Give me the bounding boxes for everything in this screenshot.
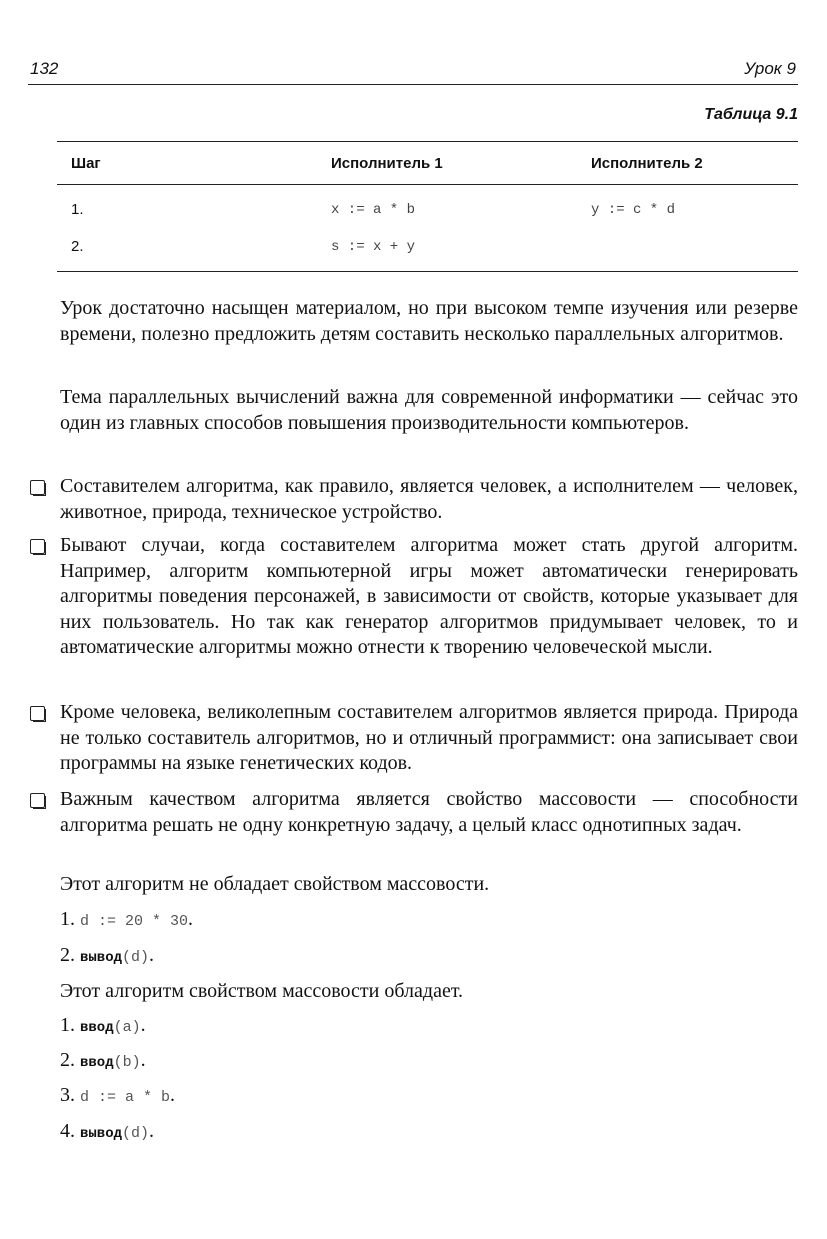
bullet-paragraph: Бывают случаи, когда составителем алгоритма может стать другой алгоритм. Например, алгоритм компьютерной игры может автоматически генерировать алгоритмы поведения персонажей, в зависимости от свойств, которые указывает для них пользователь. Но так как генератор алгоритмов придумывает человек, то и автоматические алгоритмы можно отнести к творению человеческой мысли. bbox=[60, 534, 798, 658]
list-item bbox=[60, 1083, 175, 1111]
list-item bbox=[60, 1048, 146, 1076]
checkbox-bullet-icon bbox=[30, 793, 45, 808]
table-row bbox=[57, 185, 798, 229]
paragraph: Тема параллельных вычислений важна для современной информатики — сейчас это один из главных способов повышения производительности компьютеров. bbox=[60, 386, 798, 434]
table-cell bbox=[577, 228, 798, 272]
lesson-title: Урок 9 bbox=[744, 59, 796, 78]
column-header-executor-2: Исполнитель 2 bbox=[577, 142, 798, 185]
paragraph: Урок достаточно насыщен материалом, но при высоком темпе изучения или резерве времени, полезно предложить детям составить несколько параллельных алгоритмов. bbox=[60, 297, 798, 345]
step-end: . bbox=[149, 1120, 155, 1142]
code: (a) bbox=[113, 1019, 141, 1036]
list-item bbox=[60, 907, 193, 935]
step-number: 2. bbox=[60, 1049, 75, 1071]
step-end: . bbox=[149, 944, 155, 966]
checkbox-bullet-icon bbox=[30, 539, 45, 554]
table-cell: 1. bbox=[71, 201, 84, 218]
step-number: 3. bbox=[60, 1084, 75, 1106]
running-header bbox=[28, 56, 798, 85]
keyword: ввод bbox=[80, 1055, 114, 1071]
example-intro: Этот алгоритм не обладает свойством массовости. bbox=[60, 873, 490, 895]
table-cell: 2. bbox=[57, 228, 317, 272]
keyword: вывод bbox=[80, 1126, 123, 1142]
bullet-paragraph: Составителем алгоритма, как правило, является человек, а исполнителем — человек, животное, природа, техническое устройство. bbox=[60, 475, 798, 523]
table-cell: x := a * b bbox=[331, 201, 416, 218]
checkbox-bullet-icon bbox=[30, 480, 45, 495]
bullet-paragraph: Важным качеством алгоритма является свойство массовости — способности алгоритма решать не одну конкретную задачу, а целый класс однотипных задач. bbox=[60, 788, 798, 836]
step-number: 4. bbox=[60, 1120, 75, 1142]
list-item bbox=[60, 1013, 146, 1041]
step-number: 1. bbox=[60, 908, 75, 930]
column-header-step: Шаг bbox=[57, 142, 317, 185]
table-caption: Таблица 9.1 bbox=[704, 106, 798, 123]
step-end: . bbox=[170, 1084, 176, 1106]
table-row bbox=[57, 228, 798, 272]
step-end: . bbox=[188, 908, 194, 930]
keyword: вывод bbox=[80, 950, 123, 966]
keyword: ввод bbox=[80, 1020, 114, 1036]
list-item bbox=[60, 1119, 154, 1147]
step-number: 2. bbox=[60, 944, 75, 966]
step-end: . bbox=[140, 1049, 146, 1071]
step-number: 1. bbox=[60, 1014, 75, 1036]
table-header-row bbox=[57, 142, 798, 185]
code: d := 20 * 30 bbox=[80, 913, 189, 930]
bullet-paragraph: Кроме человека, великолепным составителем алгоритмов является природа. Природа не только составитель алгоритмов, но и отличный программист: она записывает свои программы на языке генетических кодов. bbox=[60, 701, 798, 774]
table-cell: s := x + y bbox=[317, 228, 577, 272]
step-end: . bbox=[140, 1014, 146, 1036]
list-item bbox=[60, 943, 154, 971]
steps-table bbox=[57, 141, 798, 272]
table-cell: y := c * d bbox=[591, 201, 676, 218]
checkbox-bullet-icon bbox=[30, 706, 45, 721]
column-header-executor-1: Исполнитель 1 bbox=[317, 142, 577, 185]
code: (d) bbox=[122, 949, 150, 966]
code: d := a * b bbox=[80, 1089, 171, 1106]
code: (b) bbox=[113, 1054, 141, 1071]
page-number: 132 bbox=[30, 59, 59, 78]
code: (d) bbox=[122, 1125, 150, 1142]
example-intro: Этот алгоритм свойством массовости обладает. bbox=[60, 980, 464, 1002]
